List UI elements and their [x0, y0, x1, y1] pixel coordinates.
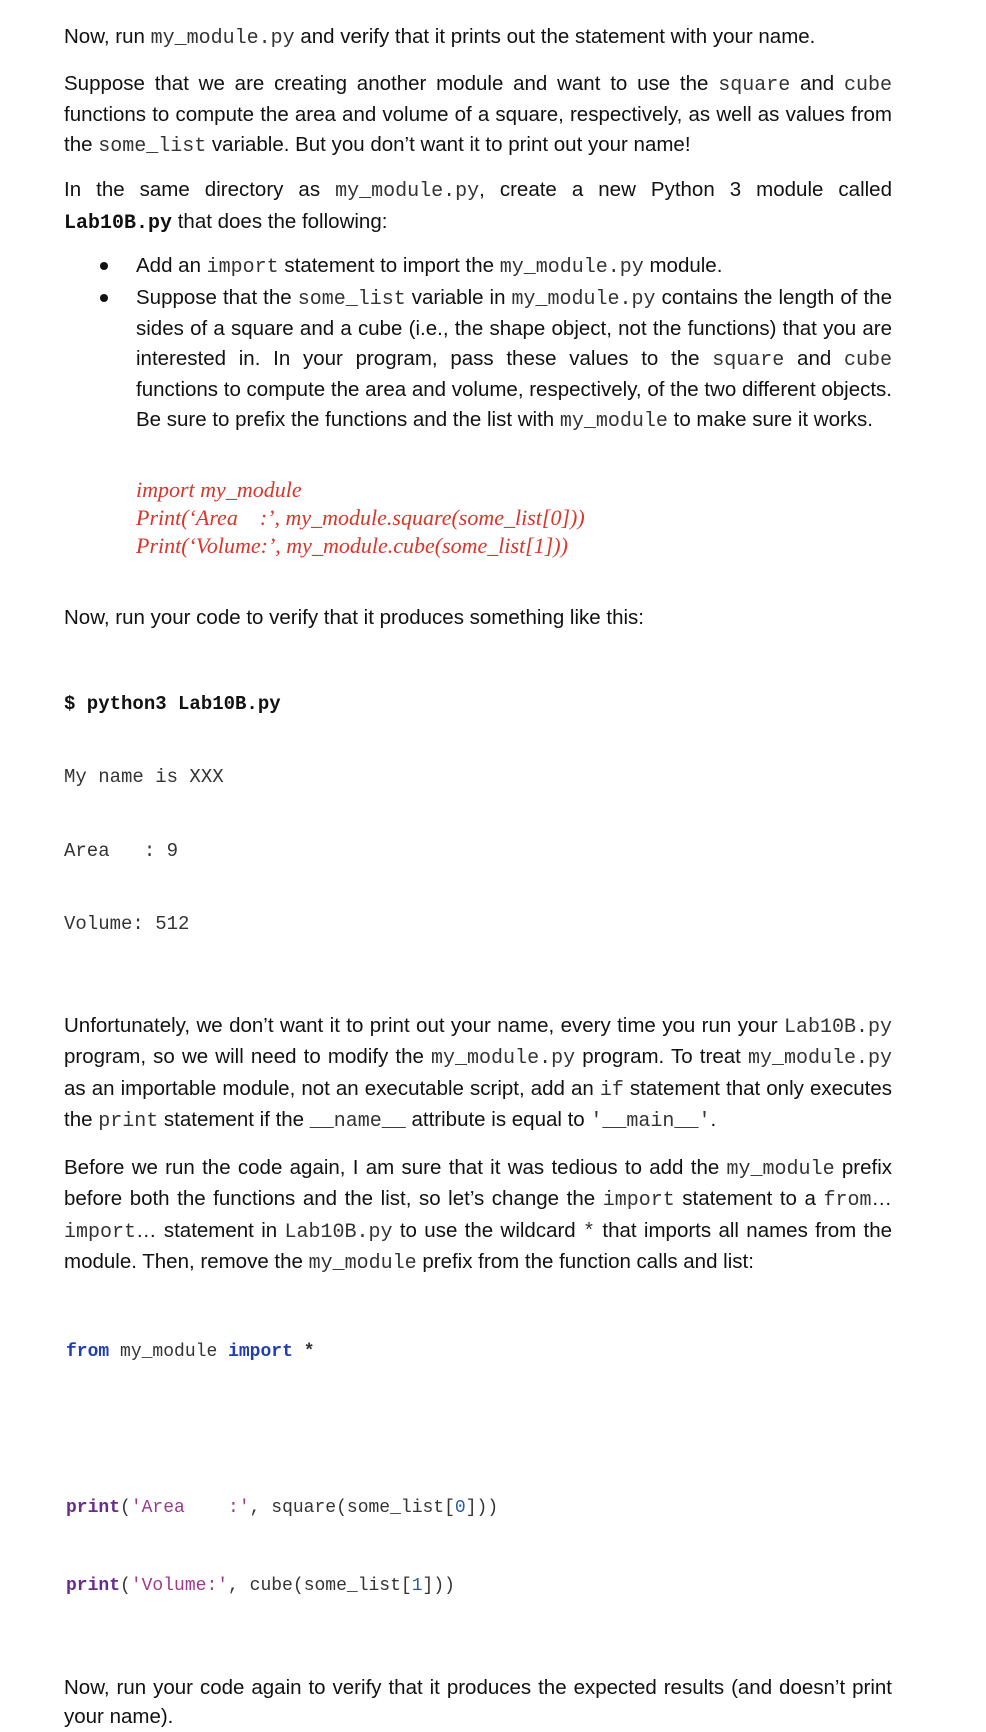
- paragraph-run-your-code: Now, run your code to verify that it produces something like this:: [64, 606, 644, 629]
- code-token: 0: [454, 1497, 466, 1518]
- paragraph-unfortunately: [64, 1011, 892, 1137]
- inline-code: my_module.py: [499, 256, 644, 279]
- inline-code: my_module.py: [431, 1047, 576, 1070]
- inline-code: import: [64, 1220, 137, 1244]
- text: statement if the: [158, 1108, 310, 1131]
- terminal-command: $ python3 Lab10B.py: [64, 692, 281, 715]
- text: that imports all names from the module. Then, remove the: [64, 1218, 892, 1273]
- handwritten-answer-code: [136, 476, 892, 560]
- inline-code: my_module.py: [335, 180, 480, 203]
- code-token: some_list: [346, 1497, 445, 1518]
- text: …: [871, 1187, 892, 1210]
- inline-code: my_module.py: [747, 1047, 892, 1070]
- text: and: [784, 346, 844, 370]
- inline-code: *: [583, 1220, 596, 1244]
- text: Suppose that the: [136, 285, 298, 309]
- text: statement that only executes the: [64, 1076, 892, 1131]
- inline-code: square: [712, 348, 785, 372]
- code-token: import: [228, 1341, 293, 1362]
- text: contains the length of the sides of a square and a cube (i.e., the shape object, not the functions) that you are interested in. In your program, pass these values to the: [136, 285, 892, 370]
- text: module.: [643, 254, 723, 277]
- code-token: 1: [411, 1575, 423, 1596]
- paragraph-run-module: [64, 22, 892, 54]
- code-token: (: [292, 1575, 304, 1596]
- code-line: [66, 1573, 892, 1599]
- inline-code: '__main__': [590, 1110, 711, 1133]
- code-token: print: [66, 1575, 121, 1596]
- text: and verify that it prints out the statement with your name.: [294, 25, 816, 48]
- text: Unfortunately, we don’t want it to print out your name, every time you run your: [64, 1013, 784, 1037]
- code-token: 'Volume:': [130, 1575, 229, 1596]
- text: prefix before both the functions and the list, so let’s change the: [64, 1155, 892, 1210]
- text: and: [790, 71, 844, 95]
- code-token: ])): [465, 1497, 499, 1518]
- text: functions to compute the area and volume of a square, respectively, as well as values from the: [64, 103, 892, 156]
- text: variable. But you don’t want it to print out your name!: [206, 132, 691, 156]
- paragraph-before-run: [64, 1153, 892, 1279]
- text: , create a new Python 3 module called: [479, 178, 892, 201]
- answer-line: Print(‘Volume:’, my_module.cube(some_list[1])): [136, 533, 568, 558]
- inline-code: some_list: [297, 287, 406, 311]
- text: functions to compute the area and volume, respectively, of the two different objects. Be sure to prefix the functions and the list with: [136, 378, 892, 431]
- code-token: [: [444, 1497, 455, 1518]
- code-token: (: [120, 1575, 131, 1596]
- list-item: [136, 283, 892, 437]
- terminal-line: Area : 9: [64, 839, 179, 862]
- inline-code: from: [823, 1189, 872, 1212]
- inline-code: my_module.py: [511, 287, 656, 311]
- inline-code: cube: [843, 348, 892, 372]
- code-token: my_module: [120, 1341, 218, 1362]
- inline-code: if: [599, 1078, 624, 1102]
- inline-code: print: [98, 1110, 159, 1133]
- inline-code: import: [602, 1189, 675, 1212]
- code-line: [66, 1495, 892, 1521]
- terminal-line: My name is XXX: [64, 766, 224, 788]
- inline-code: import: [206, 256, 279, 279]
- text: to use the wildcard: [392, 1218, 584, 1242]
- code-token: square: [271, 1497, 337, 1518]
- text: .: [710, 1108, 717, 1131]
- inline-code: __name__: [309, 1110, 406, 1133]
- inline-code: my_module: [726, 1157, 835, 1181]
- inline-code: square: [718, 73, 791, 97]
- paragraph-run-again: Now, run your code again to verify that it produces the expected results (and doesn’t print your name).: [64, 1675, 892, 1728]
- code-token: ])): [422, 1575, 455, 1596]
- text: program, so we will need to modify the: [64, 1045, 432, 1068]
- paragraph-same-directory: [64, 175, 892, 238]
- inline-code: my_module: [559, 409, 668, 433]
- text: Before we run the code again, I am sure that it was tedious to add the: [64, 1155, 727, 1179]
- code-blank-line: [66, 1417, 892, 1443]
- text: In the same directory as: [64, 178, 336, 201]
- code-token: from: [66, 1341, 110, 1362]
- text: … statement in: [136, 1218, 285, 1242]
- inline-code: Lab10B.py: [783, 1015, 892, 1039]
- inline-code: my_module: [308, 1252, 417, 1275]
- text: program. To treat: [575, 1045, 748, 1068]
- text: Now, run: [64, 25, 151, 48]
- text: statement to a: [674, 1187, 824, 1210]
- answer-line: import my_module: [136, 477, 302, 502]
- answer-line: Print(‘Area :’, my_module.square(some_list[0])): [136, 505, 585, 530]
- code-token: 'Area :': [130, 1497, 250, 1518]
- code-line: [66, 1339, 892, 1365]
- inline-code: my_module.py: [150, 27, 295, 50]
- text: that does the following:: [172, 209, 388, 233]
- text: statement to import the: [278, 254, 500, 277]
- inline-code-bold: Lab10B.py: [64, 211, 173, 235]
- inline-code: Lab10B.py: [284, 1220, 393, 1244]
- instruction-list: [64, 251, 892, 436]
- terminal-line: Volume: 512: [64, 913, 190, 935]
- paragraph-another-module: [64, 69, 892, 162]
- inline-code: cube: [843, 73, 892, 97]
- code-token: (: [336, 1497, 347, 1518]
- code-token: print: [66, 1497, 121, 1518]
- code-token: (: [120, 1497, 131, 1518]
- text: Add an: [136, 254, 207, 277]
- code-token: some_list: [303, 1575, 401, 1596]
- code-token: [: [400, 1575, 412, 1596]
- code-token: *: [303, 1341, 315, 1362]
- text: attribute is equal to: [405, 1108, 591, 1131]
- text: Suppose that we are creating another module and want to use the: [64, 71, 719, 95]
- terminal-output: [64, 643, 892, 986]
- text: prefix from the function calls and list:: [416, 1250, 754, 1273]
- list-item: [136, 251, 892, 283]
- text: to make sure it works.: [667, 407, 873, 431]
- code-token: ,: [228, 1575, 250, 1596]
- text: variable in: [405, 285, 512, 309]
- code-snippet: [64, 1287, 892, 1651]
- text: as an importable module, not an executable script, add an: [64, 1076, 600, 1100]
- code-token: ,: [249, 1497, 272, 1518]
- inline-code: some_list: [98, 134, 207, 158]
- code-token: cube: [249, 1575, 293, 1596]
